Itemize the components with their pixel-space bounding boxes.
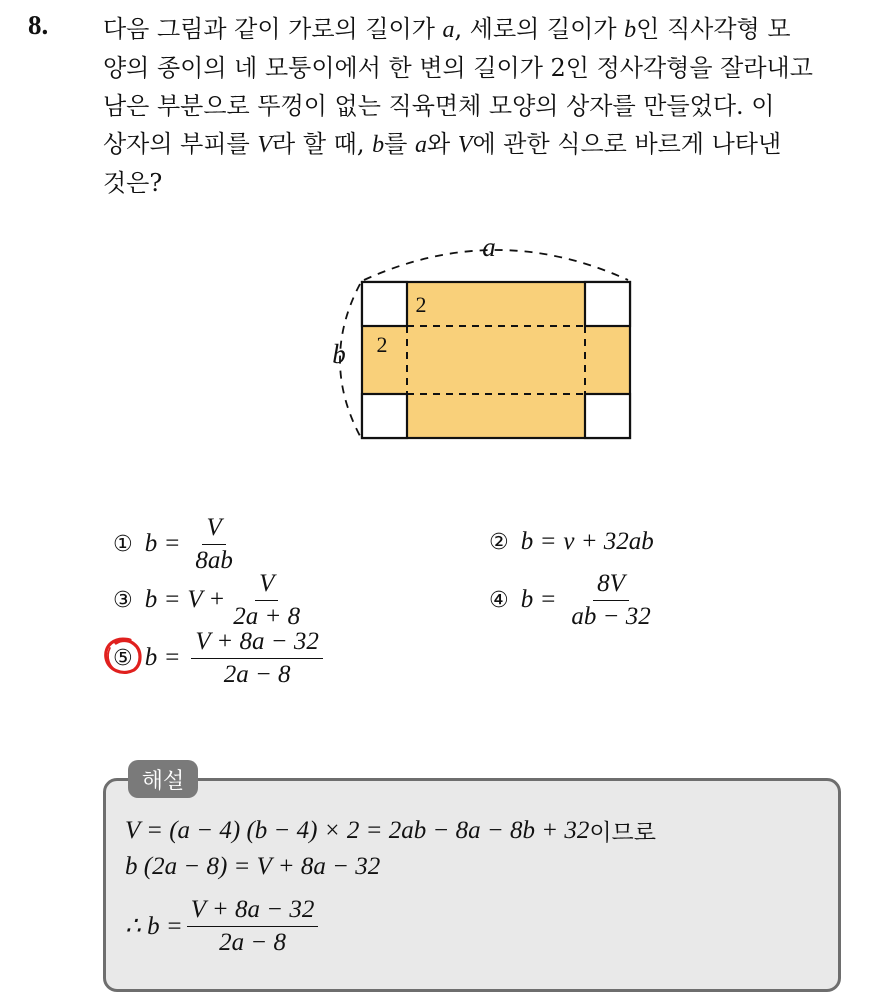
question-line-1: [103, 10, 863, 49]
choice-lhs: b: [144, 530, 158, 557]
label-corner-top: 2: [415, 292, 427, 317]
equals-sign: =: [165, 644, 180, 671]
fraction: [229, 570, 304, 630]
equals-sign: =: [165, 586, 180, 613]
solution-line-2: b (2a − 8) = V + 8a − 32: [125, 853, 381, 880]
choice-2[interactable]: [489, 528, 654, 556]
text-segment: 와: [426, 130, 458, 158]
choice-3[interactable]: [113, 570, 308, 630]
variable-V: V: [457, 132, 473, 158]
cut-corner-top-right: [585, 282, 630, 326]
fraction: [191, 514, 237, 574]
therefore-expression: ∴ b =: [125, 913, 183, 940]
question-line-3: 남은 부분으로 뚜껑이 없는 직육면체 모양의 상자를 만들었다. 이: [103, 92, 775, 120]
solution-box: [103, 778, 841, 992]
text-segment: 다음 그림과 같이 가로의 길이가: [103, 15, 443, 43]
question-line-5: 것은?: [103, 169, 163, 197]
cut-corner-bottom-right: [585, 394, 630, 438]
choice-4[interactable]: [489, 570, 659, 630]
variable-a: a: [414, 132, 427, 158]
denominator: 2a − 8: [219, 928, 286, 956]
choice-number: ③: [113, 587, 133, 613]
question-number: 8.: [28, 10, 49, 40]
choice-5[interactable]: [113, 628, 327, 688]
solution-line-3: [125, 896, 322, 956]
text-segment: 인 직사각형 모: [636, 15, 791, 43]
solution-line-1: [125, 814, 656, 847]
choice-number: ④: [489, 587, 509, 613]
text-segment: 를: [384, 130, 415, 158]
choice-number: ①: [113, 531, 133, 557]
question-line-4: [103, 125, 863, 164]
solution-tag: 해설: [128, 760, 198, 798]
cut-corner-bottom-left: [362, 394, 407, 438]
choice-lhs: b: [520, 528, 534, 555]
text-segment: 라 할 때,: [272, 130, 373, 158]
choice-expression: v + 32ab: [563, 528, 654, 555]
denominator: 2a + 8: [233, 602, 301, 630]
text-segment: 상자의 부피를: [103, 130, 258, 158]
variable-b: b: [372, 132, 385, 158]
equals-sign: =: [541, 586, 556, 613]
choice-lhs: b: [144, 644, 158, 671]
question-text: [103, 10, 863, 202]
cut-corner-top-left: [362, 282, 407, 326]
answer-mark-circle: [100, 634, 144, 678]
variable-V: V: [257, 132, 273, 158]
variable-b: b: [624, 17, 637, 43]
choice-lhs: b: [520, 586, 534, 613]
choice-lhs: b: [144, 586, 158, 613]
box-net-figure: [320, 230, 650, 445]
numerator: V: [202, 514, 225, 545]
choice-number: ⑤: [113, 645, 133, 671]
text-segment: , 세로의 길이가: [454, 15, 625, 43]
label-a: a: [482, 232, 496, 262]
choice-number: ②: [489, 529, 509, 555]
solution-connector: 이므로: [589, 820, 656, 846]
numerator: V: [255, 570, 278, 601]
fraction: [187, 896, 319, 956]
choice-1[interactable]: [113, 514, 241, 574]
solution-equation: V = (a − 4) (b − 4) × 2 = 2ab − 8a − 8b + 32: [125, 816, 590, 844]
fraction: [567, 570, 654, 630]
width-arc: [364, 250, 628, 280]
choice-prefix: V +: [187, 586, 226, 613]
denominator: ab − 32: [571, 602, 651, 630]
label-corner-left: 2: [376, 332, 388, 357]
denominator: 8ab: [195, 546, 233, 574]
numerator: V + 8a − 32: [187, 896, 319, 927]
text-segment: 에 관한 식으로 바르게 나타낸: [472, 130, 782, 158]
label-b: b: [332, 339, 346, 369]
fraction: [191, 628, 323, 688]
denominator: 2a − 8: [223, 660, 291, 688]
variable-a: a: [442, 17, 455, 43]
equals-sign: =: [541, 528, 556, 555]
equals-sign: =: [165, 530, 180, 557]
numerator: 8V: [593, 570, 629, 601]
question-line-2: 양의 종이의 네 모퉁이에서 한 변의 길이가 2인 정사각형을 잘라내고: [103, 54, 813, 82]
numerator: V + 8a − 32: [191, 628, 323, 659]
